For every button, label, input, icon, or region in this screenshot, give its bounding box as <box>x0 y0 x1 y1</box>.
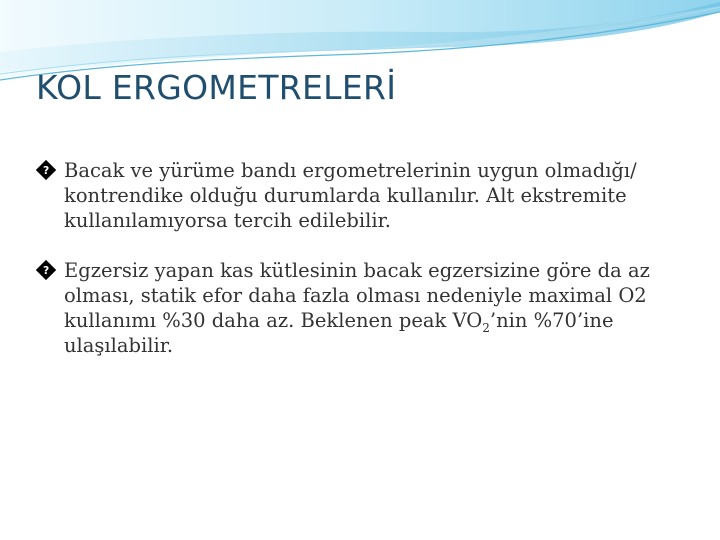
slide-content <box>36 158 686 383</box>
bullet-text-continued: ’nin %70’ine ulaşılabilir. <box>64 309 614 357</box>
bullet-marker-icon <box>36 260 56 280</box>
bullet-item <box>36 158 686 233</box>
subscript: 2 <box>482 320 490 335</box>
slide-title: KOL ERGOMETRELERİ <box>36 68 397 107</box>
bullet-text: Bacak ve yürüme bandı ergometrelerinin uygun olmadığı/ kontrendike olduğu durumlarda kullanılır. Alt ekstremite kullanılamıyorsa tercih edilebilir. <box>64 159 637 232</box>
bullet-item <box>36 258 686 358</box>
bullet-marker-icon <box>36 160 56 180</box>
bullet-marker-glyph: ? <box>42 263 50 277</box>
bullet-marker-glyph: ? <box>42 163 50 177</box>
bullet-text: Egzersiz yapan kas kütlesinin bacak egzersizine göre da az olması, statik efor daha fazla olması nedeniyle maximal O2 kullanımı %30 daha az. Beklenen peak VO <box>64 259 650 332</box>
